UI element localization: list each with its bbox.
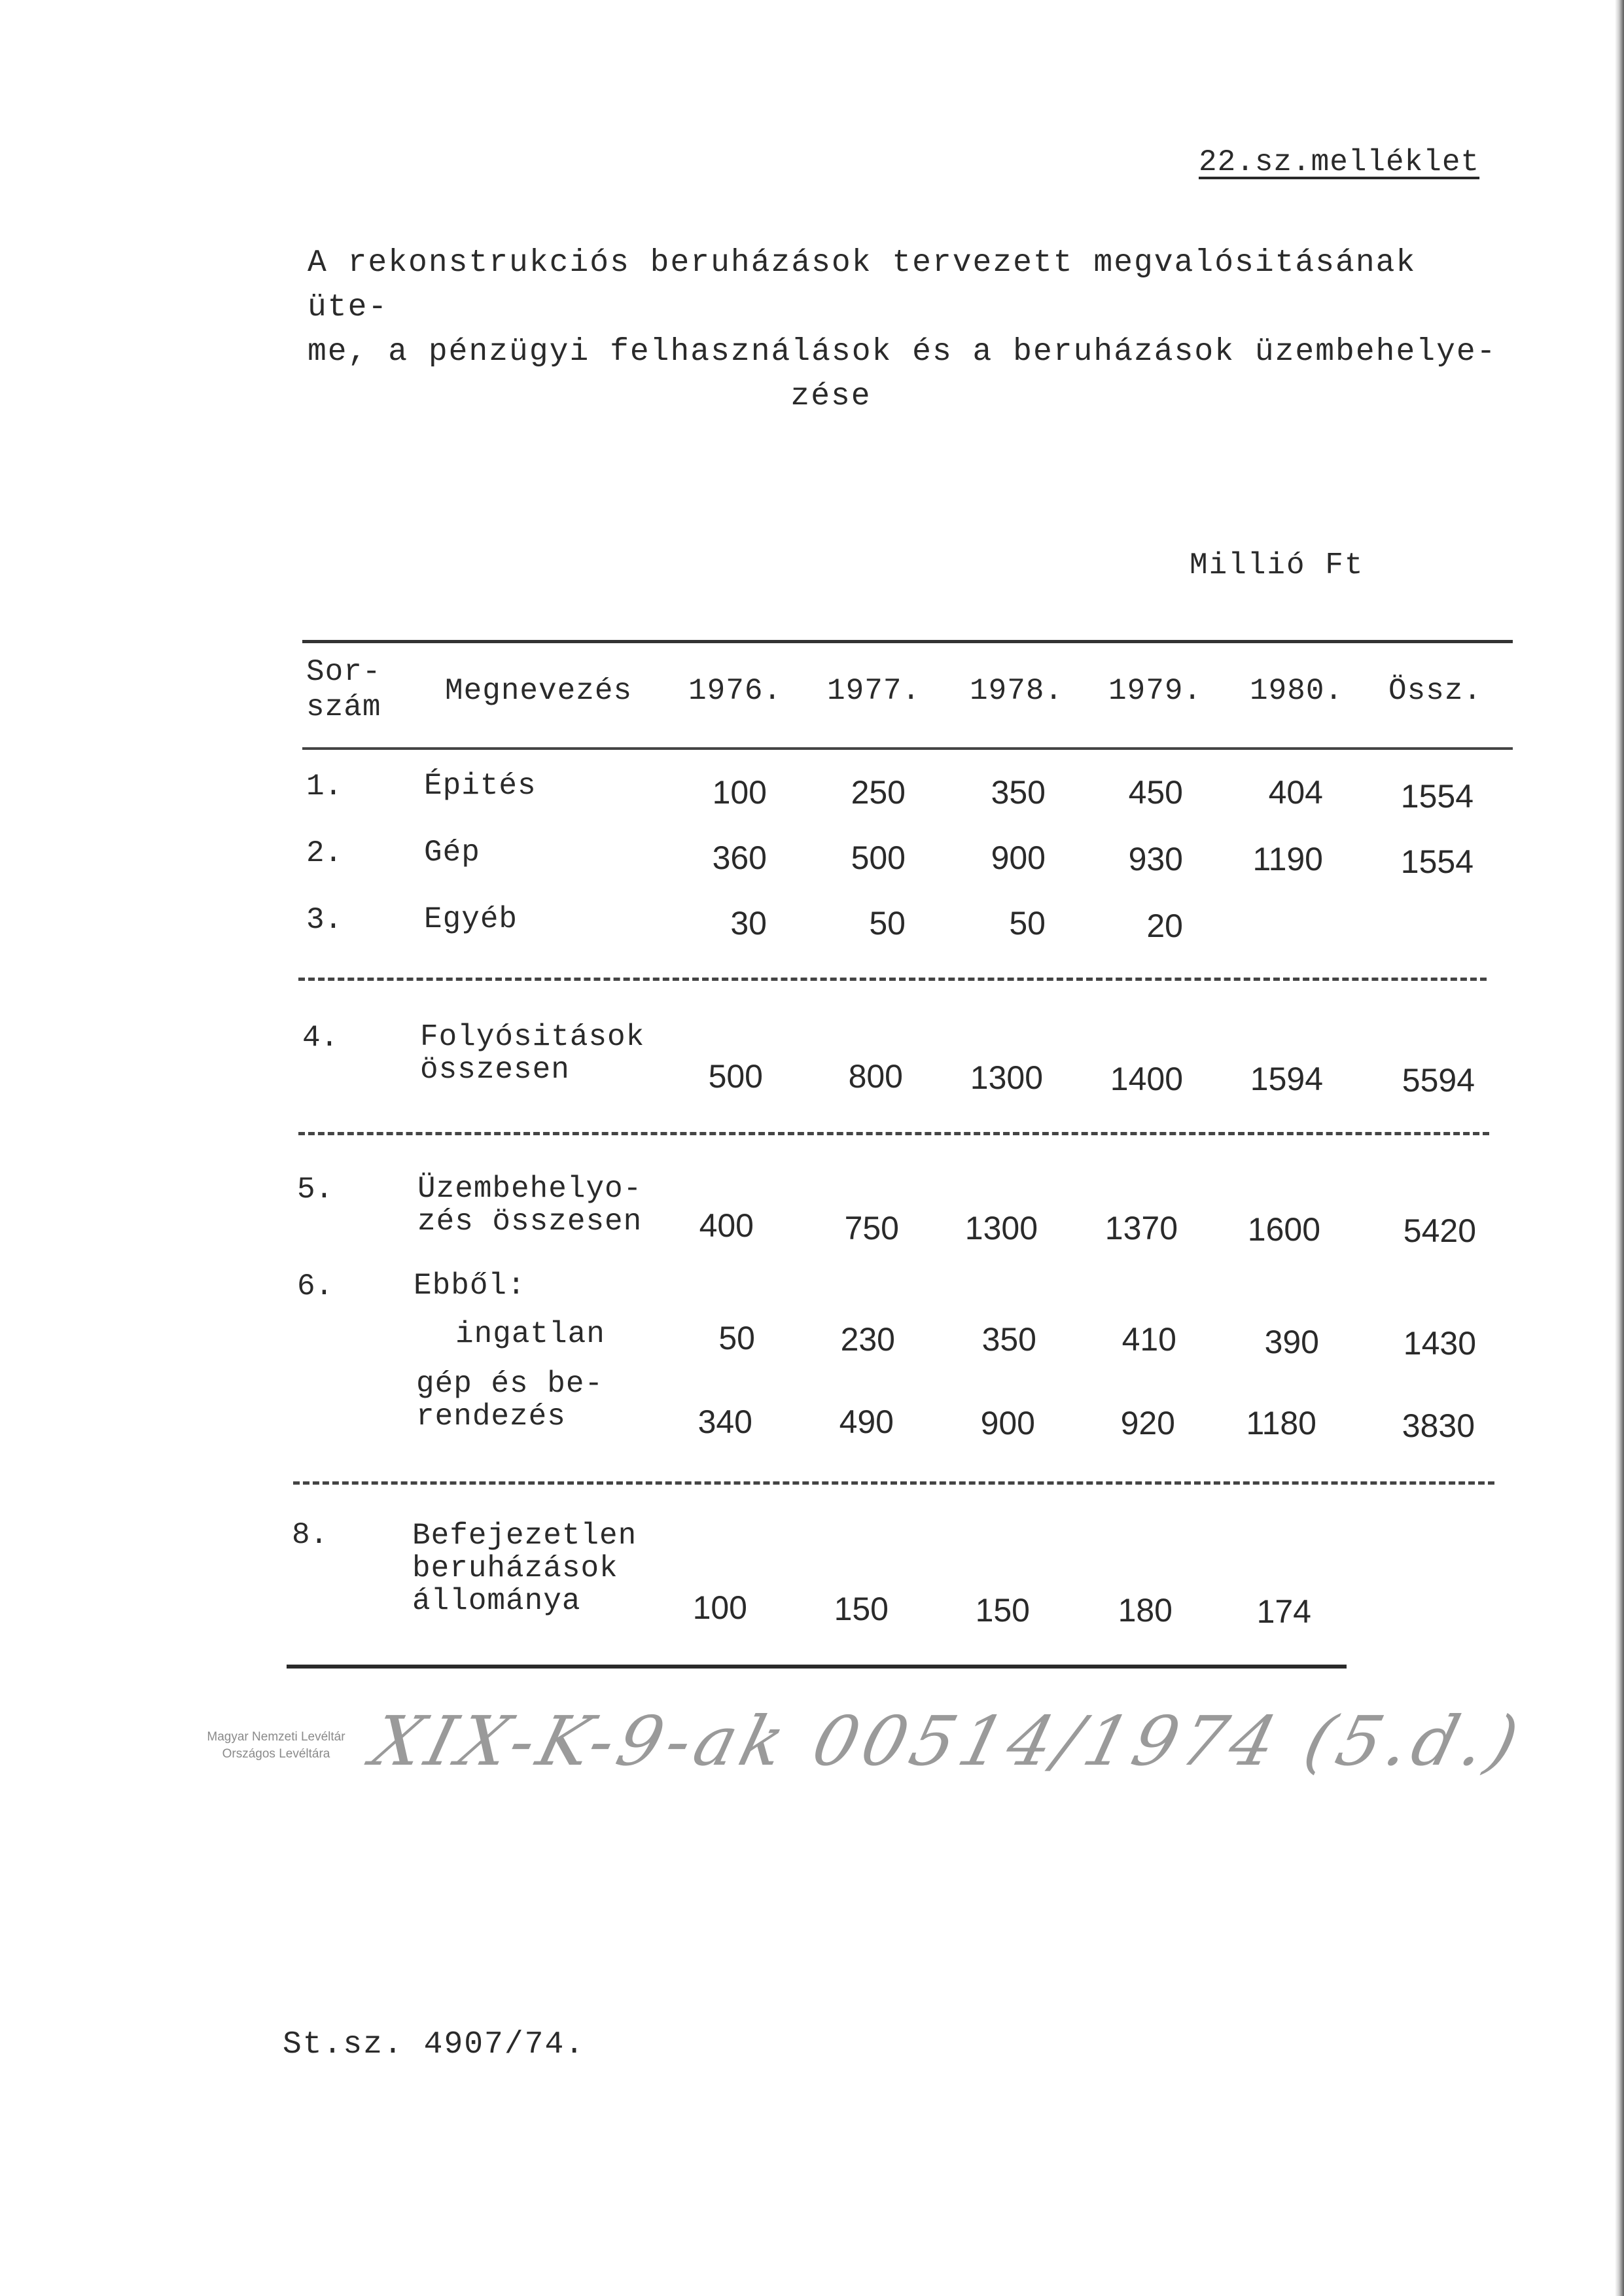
row-5-no: 5. [297,1173,334,1207]
row-6a-total: 1430 [1403,1325,1476,1362]
row-3-1976: 30 [730,905,767,942]
row-6b-1980: 1180 [1246,1405,1316,1441]
scan-edge-shadow [1615,0,1624,2296]
row-6a-1977: 230 [840,1321,895,1358]
row-1-1980: 404 [1268,774,1323,811]
separator-dashed-3 [293,1481,1494,1485]
col-header-1978: 1978. [970,674,1064,708]
title-line-2: me, a pénzügyi felhasználások és a beruházások üzembehelye- [308,334,1497,370]
col-header-1976: 1976. [688,674,783,708]
row-2-1976: 360 [712,839,767,876]
row-3-name: Egyéb [424,902,518,936]
row-1-1977: 250 [851,774,906,811]
archive-stamp [171,1729,381,1763]
row-6b-1978: 900 [980,1405,1035,1441]
row-6-name: Ebből: [414,1269,526,1303]
row-2-1978: 900 [991,839,1046,876]
row-6b-1979: 920 [1120,1405,1175,1441]
separator-dashed-2 [298,1132,1489,1135]
col-header-1979: 1979. [1108,674,1203,708]
row-3-1977: 50 [869,905,906,942]
row-6b-1977: 490 [839,1404,894,1440]
archive-stamp-line-2: Országos Levéltára [222,1747,330,1761]
row-1-1978: 350 [991,774,1046,811]
row-2-total: 1554 [1400,843,1474,880]
row-6a-1978: 350 [981,1321,1036,1358]
document-title [308,241,1511,419]
row-6a-1976: 50 [718,1320,755,1356]
row-3-no: 3. [306,903,343,937]
row-1-1976: 100 [712,774,767,811]
col-header-no: Sor- szám [306,655,381,724]
title-line-3: zése [790,379,872,414]
row-6a-name: ingatlan [455,1317,605,1351]
row-5-1979: 1370 [1104,1210,1178,1246]
row-4-1980: 1594 [1250,1061,1323,1097]
row-2-1977: 500 [851,839,906,876]
row-2-1980: 1190 [1252,841,1323,877]
footer-reference: St.sz. 4907/74. [283,2027,586,2062]
row-8-1976: 100 [692,1589,747,1626]
row-1-1979: 450 [1128,774,1183,811]
col-header-name: Megnevezés [445,674,633,708]
row-6-no: 6. [297,1269,334,1303]
row-4-total: 5594 [1402,1062,1475,1099]
row-2-no: 2. [306,836,343,870]
row-1-no: 1. [306,769,343,804]
row-8-1980: 174 [1256,1593,1311,1630]
row-6a-1980: 390 [1264,1324,1319,1360]
row-4-1978: 1300 [970,1059,1043,1096]
table-header-rule [302,747,1513,750]
row-1-total: 1554 [1400,778,1474,815]
row-5-total: 5420 [1403,1212,1476,1249]
row-3-1979: 20 [1146,908,1183,944]
col-header-1980: 1980. [1250,674,1344,708]
row-4-name: Folyósitások összesen [420,1020,645,1087]
row-6b-1976: 340 [697,1404,752,1440]
row-5-1978: 1300 [964,1210,1038,1246]
archive-stamp-line-1: Magyar Nemzeti Levéltár [207,1730,345,1744]
row-3-1978: 50 [1009,905,1046,942]
row-5-1976: 400 [699,1207,754,1244]
row-8-1978: 150 [975,1592,1030,1629]
row-4-no: 4. [302,1021,339,1055]
table-top-rule [302,640,1513,643]
row-2-name: Gép [424,836,480,870]
row-5-name: Üzembehelyo- zés összesen [417,1172,643,1239]
row-4-1977: 800 [848,1058,903,1095]
row-6b-total: 3830 [1402,1407,1475,1444]
row-6a-1979: 410 [1121,1321,1176,1358]
row-2-1979: 930 [1128,841,1183,877]
row-6b-name: gép és be- rendezés [416,1367,604,1434]
table-bottom-rule [287,1665,1347,1669]
row-8-no: 8. [292,1518,328,1552]
investment-table [292,640,1513,1674]
col-header-1977: 1977. [827,674,921,708]
title-line-1: A rekonstrukciós beruházások tervezett megvalósitásának üte- [308,245,1417,325]
row-4-1976: 500 [708,1058,763,1095]
row-4-1979: 1400 [1110,1061,1183,1097]
row-8-name: Befejezetlen beruházások állománya [412,1519,637,1618]
separator-dashed-1 [298,978,1487,981]
handwritten-archive-reference: XIX-K-9-ak 00514/1974 (5.d.) [364,1701,1532,1781]
row-5-1977: 750 [844,1210,899,1246]
row-8-1977: 150 [834,1591,889,1627]
row-8-1979: 180 [1118,1592,1173,1629]
row-5-1980: 1600 [1247,1211,1320,1248]
unit-label: Millió Ft [1190,548,1364,582]
row-1-name: Épités [424,769,537,803]
col-header-total: Össz. [1388,674,1483,708]
attachment-label: 22.sz.melléklet [1199,145,1480,179]
